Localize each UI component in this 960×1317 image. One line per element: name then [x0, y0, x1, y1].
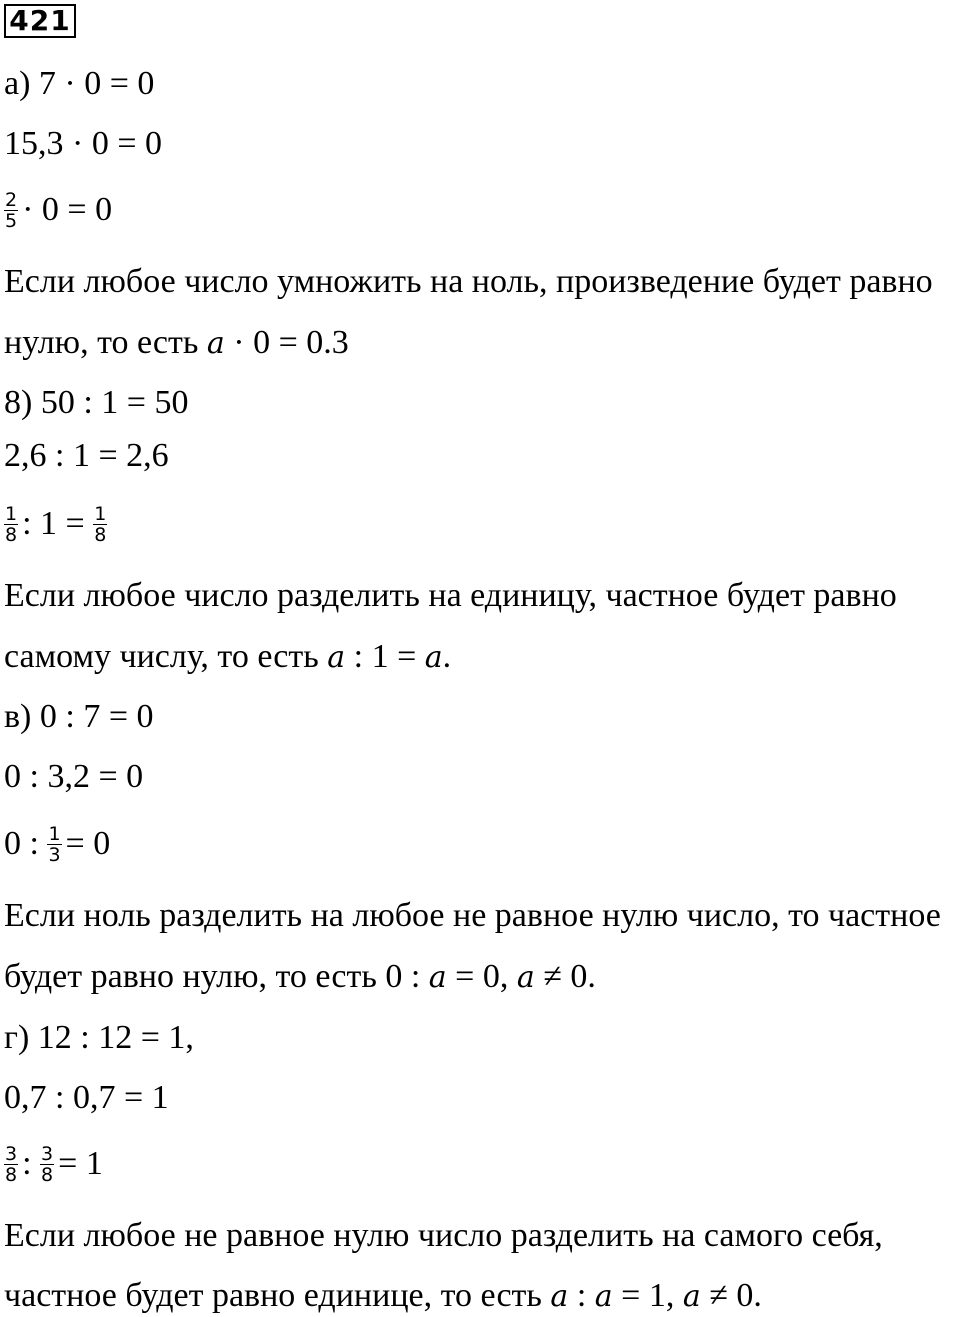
- fraction-numerator: 3: [41, 1142, 54, 1165]
- part-d-rule-line2: [4, 1276, 762, 1317]
- fraction-numerator: 2: [5, 188, 18, 211]
- fraction: [4, 1144, 18, 1185]
- fraction-denominator: 5: [5, 209, 18, 232]
- rule-text: : 1 =: [353, 638, 417, 675]
- variable: a: [516, 960, 535, 995]
- rule-text: будет равно нулю, то есть 0 :: [4, 958, 421, 995]
- rule-text: частное будет равно единице, то есть: [4, 1277, 542, 1314]
- rule-text: ≠ 0.: [709, 1277, 762, 1314]
- part-b-label: 8): [4, 384, 33, 421]
- part-b-rule-line1: Если любое число разделить на единицу, частное будет равно: [4, 577, 897, 614]
- fraction: [4, 190, 18, 231]
- fraction-denominator: 8: [5, 523, 18, 546]
- fraction-numerator: 1: [5, 502, 18, 525]
- part-a-label: а): [4, 65, 31, 102]
- part-a-eq3-tail: · 0 = 0: [22, 191, 113, 228]
- part-d-eq1-text: 12 : 12 = 1,: [37, 1019, 194, 1056]
- part-c-label: в): [4, 698, 32, 735]
- part-a-eq1-text: 7 · 0 = 0: [38, 65, 155, 102]
- fraction-numerator: 1: [48, 822, 61, 845]
- fraction: [40, 1144, 54, 1185]
- part-c-eq2: 0 : 3,2 = 0: [4, 758, 144, 795]
- equation-text: = 1: [58, 1145, 103, 1182]
- part-d-rule-line1: Если любое не равное нулю число разделить на самого себя,: [4, 1217, 883, 1254]
- fraction-denominator: 8: [5, 1163, 18, 1186]
- part-c-eq1-text: 0 : 7 = 0: [39, 698, 154, 735]
- part-b-rule-line2: [4, 637, 451, 678]
- part-d-eq1: [4, 1018, 194, 1058]
- part-d-label: г): [4, 1019, 30, 1056]
- rule-text: :: [576, 1277, 587, 1314]
- part-a-eq3: [4, 190, 112, 233]
- variable: a: [327, 640, 346, 675]
- part-b-eq1: [4, 383, 188, 423]
- part-c-rule-line2: [4, 957, 596, 998]
- fraction-numerator: 3: [5, 1142, 18, 1165]
- part-a-rule-line2: [4, 323, 349, 364]
- rule-text: ≠ 0.: [543, 958, 596, 995]
- part-c-eq3: [4, 824, 110, 867]
- part-b-eq3: [4, 504, 111, 547]
- equation-text: 0 :: [4, 825, 39, 862]
- rule-text: = 1,: [621, 1277, 675, 1314]
- rule-text: · 0 = 0.3: [233, 324, 349, 361]
- variable: a: [682, 1279, 701, 1314]
- part-d-eq2: 0,7 : 0,7 = 1: [4, 1079, 169, 1116]
- fraction: [4, 504, 18, 545]
- fraction: [93, 504, 107, 545]
- equation-text: = 0: [65, 825, 111, 862]
- part-b-eq1-text: 50 : 1 = 50: [40, 384, 189, 421]
- part-a-eq1: [4, 64, 154, 104]
- rule-text: = 0,: [455, 958, 509, 995]
- fraction-denominator: 8: [41, 1163, 54, 1186]
- part-b-eq2: 2,6 : 1 = 2,6: [4, 437, 169, 474]
- fraction-denominator: 3: [48, 843, 61, 866]
- rule-text: .: [442, 638, 452, 675]
- part-d-eq3: [4, 1144, 103, 1187]
- variable: a: [550, 1279, 569, 1314]
- fraction-numerator: 1: [94, 502, 107, 525]
- variable: a: [206, 326, 225, 361]
- equation-text: :: [22, 1145, 32, 1182]
- part-a-eq2: 15,3 · 0 = 0: [4, 125, 162, 162]
- rule-text: самому числу, то есть: [4, 638, 319, 675]
- part-a-rule-line1: Если любое число умножить на ноль, произведение будет равно: [4, 263, 933, 300]
- part-c-rule-line1: Если ноль разделить на любое не равное нулю число, то частное: [4, 897, 941, 934]
- fraction-denominator: 8: [94, 523, 107, 546]
- fraction: [47, 824, 61, 865]
- problem-number-badge: 421: [4, 4, 76, 38]
- equation-text: : 1 =: [22, 505, 85, 542]
- part-c-eq1: [4, 697, 154, 737]
- rule-text: нулю, то есть: [4, 324, 199, 361]
- variable: a: [424, 640, 443, 675]
- variable: a: [594, 1279, 613, 1314]
- variable: a: [428, 960, 447, 995]
